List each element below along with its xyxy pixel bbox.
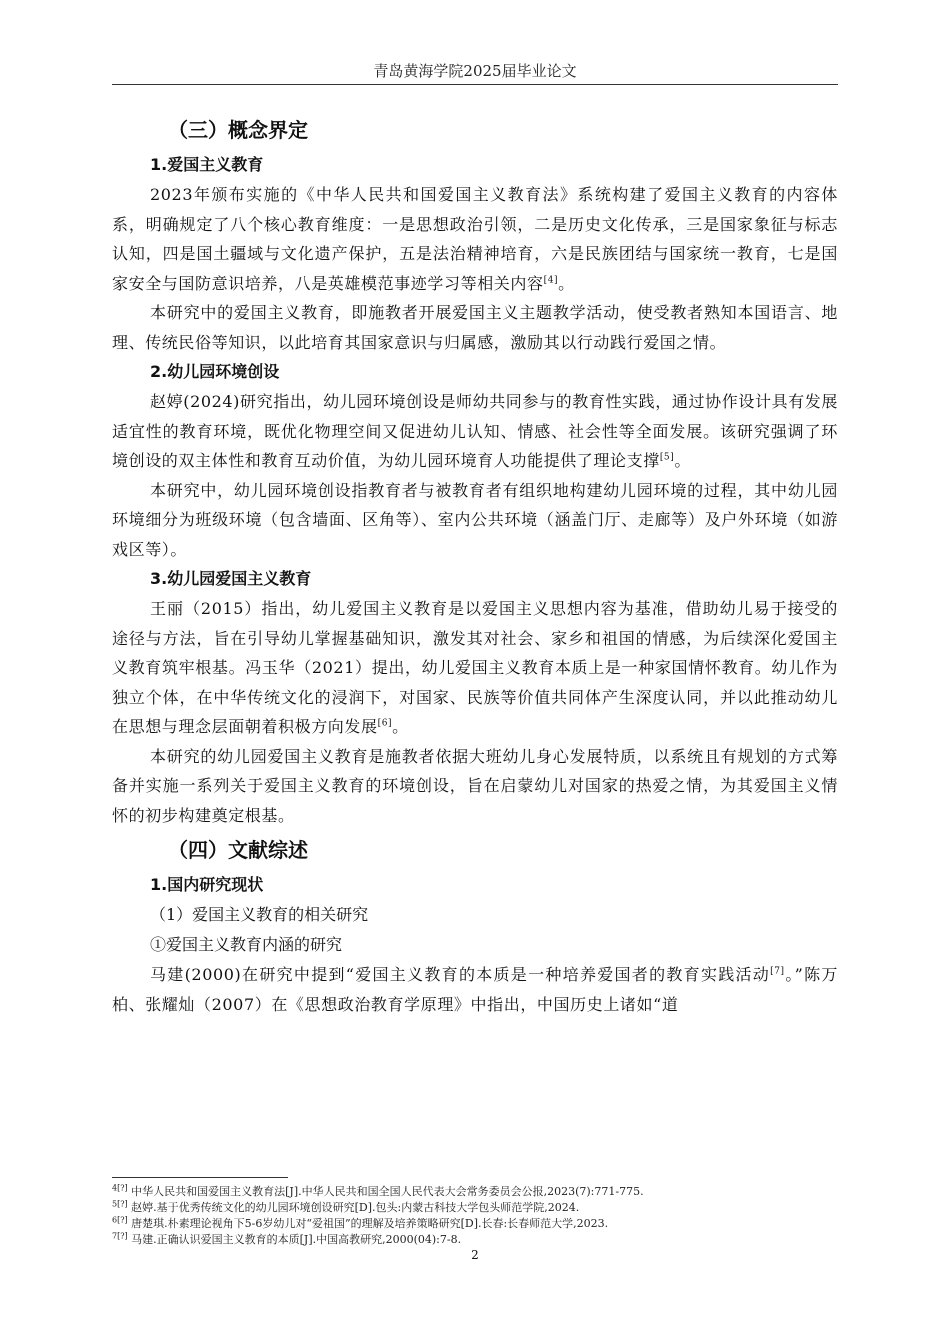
citation-ref: [4] xyxy=(543,275,559,286)
paragraph: 2023年颁布实施的《中华人民共和国爱国主义教育法》系统构建了爱国主义教育的内容体系，明确规定了八个核心教育维度：一是思想政治引领，二是历史文化传承，三是国家象征与标志认知，四是国土疆域与文化遗产保护，五是法治精神培育，六是民族团结与国家统一教育，七是国家安全与国防意识培养，八是英雄模范事迹学习等相关内容[4]。 xyxy=(112,185,838,293)
citation-ref: [5] xyxy=(659,452,675,463)
footnote: $^{6[?]}$ 唐楚琪.朴素理论视角下5-6岁幼儿对“爱祖国”的理解及培养策略研究[D].长春:长春师范大学,2023. xyxy=(112,1215,609,1230)
paragraph: 本研究中的爱国主义教育，即施教者开展爱国主义主题教学活动，使受教者熟知本国语言、地理、传统民俗等知识，以此培育其国家意识与归属感，激励其以行动践行爱国之情。 xyxy=(112,303,838,352)
list-item: ①爱国主义教育内涵的研究 xyxy=(150,935,343,954)
footnote: $^{7[?]}$ 马建.正确认识爱国主义教育的本质[J].中国高教研究,2000(04):7-8. xyxy=(112,1231,462,1246)
subsection-heading-environment-creation: 2.幼儿园环境创设 xyxy=(150,362,280,381)
page-content xyxy=(112,110,838,1019)
paragraph: 本研究中，幼儿园环境创设指教育者与被教育者有组织地构建幼儿园环境的过程，其中幼儿园环境细分为班级环境（包含墙面、区角等）、室内公共环境（涵盖门厅、走廊等）及户外环境（如游戏区等）。 xyxy=(112,480,838,559)
subsection-heading-patriotic-education: 1.爱国主义教育 xyxy=(150,155,264,174)
paragraph: 王丽（2015）指出，幼儿爱国主义教育是以爱国主义思想内容为基准，借助幼儿易于接受的途径与方法，旨在引导幼儿掌握基础知识，激发其对社会、家乡和祖国的情感，为后续深化爱国主义教育筑牢根基。冯玉华（2021）提出，幼儿爱国主义教育本质上是一种家国情怀教育。幼儿作为独立个体，在中华传统文化的浸润下，对国家、民族等价值共同体产生深度认同，并以此推动幼儿在思想与理念层面朝着积极方向发展[6]。 xyxy=(112,599,838,736)
subsection-heading-domestic-research: 1.国内研究现状 xyxy=(150,875,264,894)
paragraph: 马建(2000)在研究中提到“爱国主义教育的本质是一种培养爱国者的教育实践活动[7]。”陈万柏、张耀灿（2007）在《思想政治教育学原理》中指出，中国历史上诸如“道 xyxy=(112,965,838,1014)
subsection-heading-kindergarten-patriotic-education: 3.幼儿园爱国主义教育 xyxy=(150,569,312,588)
list-item: （1）爱国主义教育的相关研究 xyxy=(150,905,369,924)
page-header-title: 青岛黄海学院2025届毕业论文 xyxy=(373,62,577,80)
section-heading-literature-review: （四）文献综述 xyxy=(168,838,308,862)
section-heading-concepts: （三）概念界定 xyxy=(168,118,308,142)
paragraph: 本研究的幼儿园爱国主义教育是施教者依据大班幼儿身心发展特质，以系统且有规划的方式筹备并实施一系列关于爱国主义教育的环境创设，旨在启蒙幼儿对国家的热爱之情，为其爱国主义情怀的初步构建奠定根基。 xyxy=(112,746,838,825)
paragraph: 赵婷(2024)研究指出，幼儿园环境创设是师幼共同参与的教育性实践，通过协作设计具有发展适宜性的教育环境，既优化物理空间又促进幼儿认知、情感、社会性等全面发展。该研究强调了环境创设的双主体性和教育互动价值，为幼儿园环境育人功能提供了理论支撑[5]。 xyxy=(112,392,838,470)
citation-ref: [6] xyxy=(377,718,393,729)
footnote: $^{4[?]}$ 中华人民共和国爱国主义教育法[J].中华人民共和国全国人民代表大会常务委员会公报,2023(7):771-775. xyxy=(112,1183,644,1198)
footnotes xyxy=(112,1184,852,1248)
citation-ref: [7] xyxy=(770,966,785,977)
footnote: $^{5[?]}$ 赵婷.基于优秀传统文化的幼儿园环境创设研究[D].包头:内蒙古科技大学包头师范学院,2024. xyxy=(112,1199,580,1214)
footnote-separator xyxy=(112,1177,288,1178)
header-rule xyxy=(112,84,838,85)
page-number: 2 xyxy=(471,1248,479,1262)
